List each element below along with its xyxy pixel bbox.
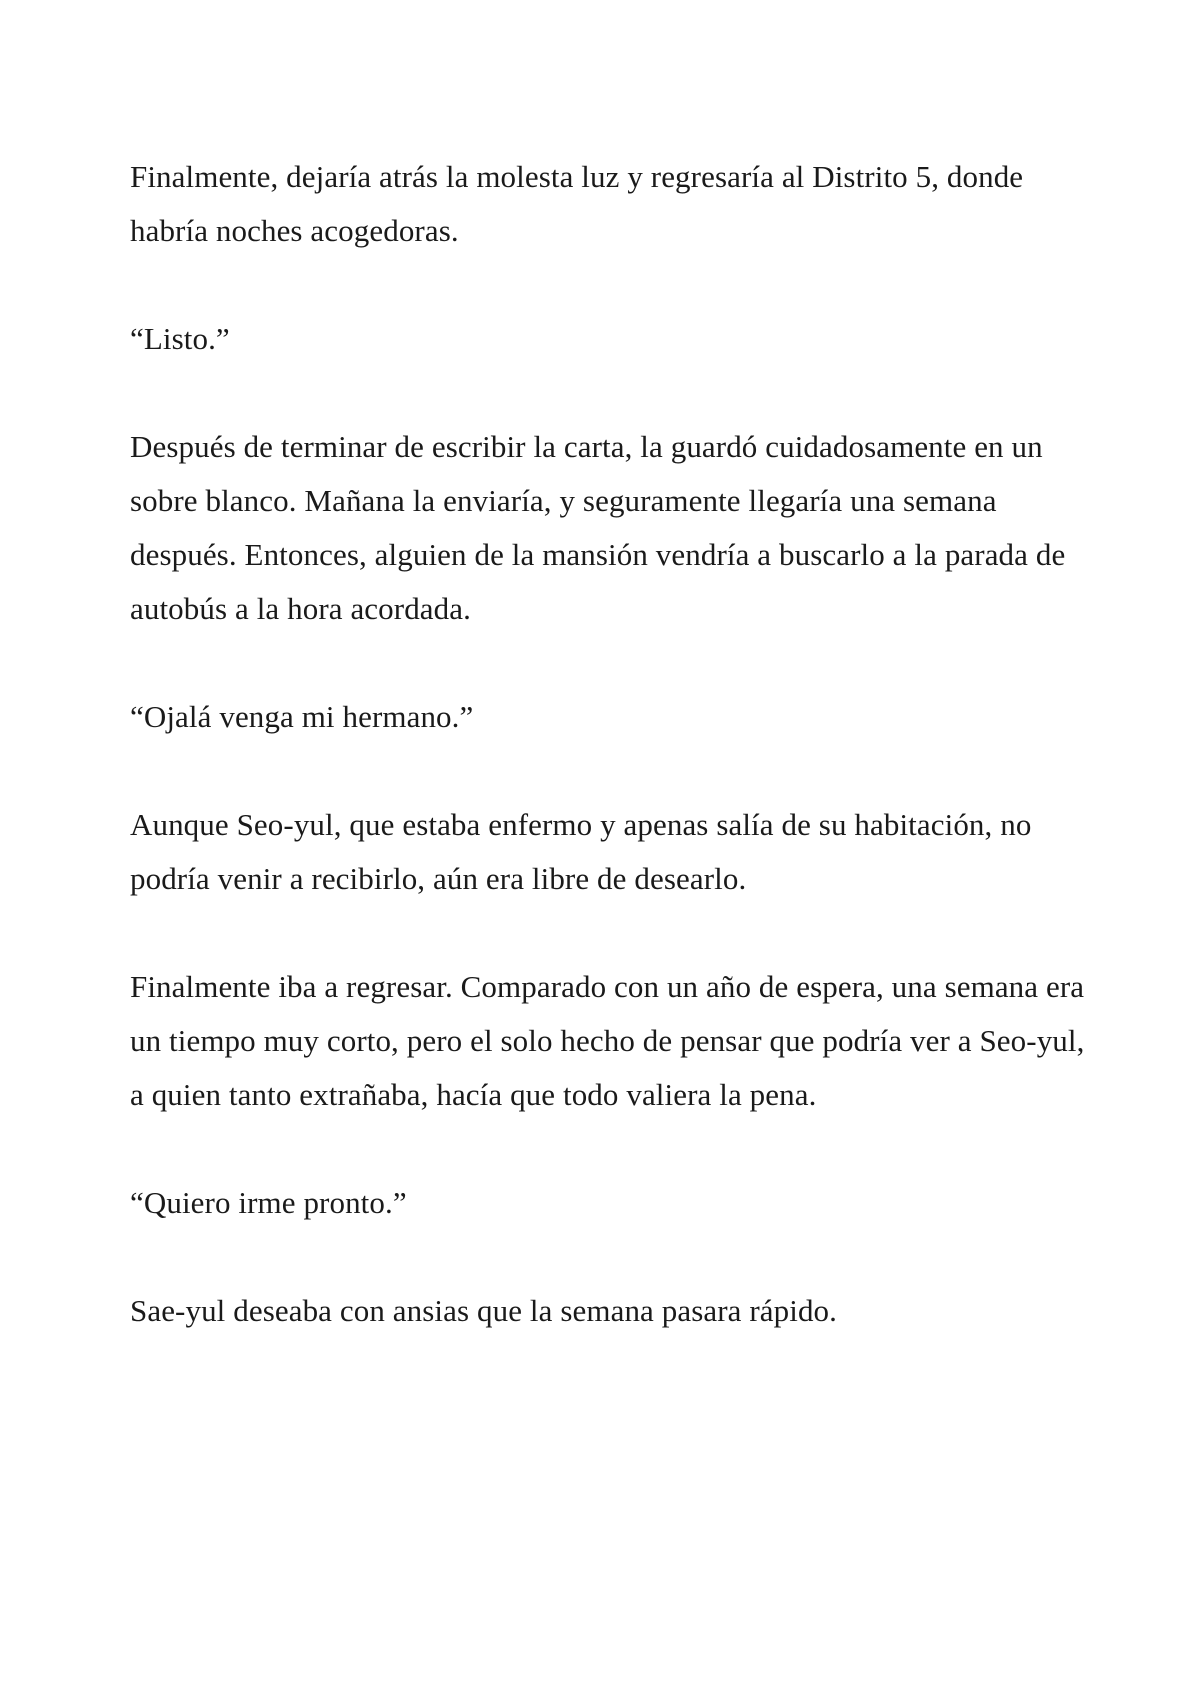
paragraph-narration: Finalmente iba a regresar. Comparado con un año de espera, una semana era un tiempo muy corto, pero el solo hecho de pensar que podría ver a Seo-yul, a quien tanto extrañaba, hacía que todo valiera la pena. (130, 969, 1085, 1112)
paragraph-dialogue: “Quiero irme pronto.” (130, 1185, 407, 1220)
paragraph-narration: Aunque Seo-yul, que estaba enfermo y apenas salía de su habitación, no podría venir a recibirlo, aún era libre de desearlo. (130, 807, 1032, 896)
document-body (130, 150, 1090, 1338)
paragraph-narration: Sae-yul deseaba con ansias que la semana pasara rápido. (130, 1293, 838, 1328)
paragraph-dialogue: “Listo.” (130, 321, 230, 356)
paragraph-narration: Finalmente, dejaría atrás la molesta luz y regresaría al Distrito 5, donde habría noches acogedoras. (130, 159, 1024, 248)
paragraph-narration: Después de terminar de escribir la carta, la guardó cuidadosamente en un sobre blanco. Mañana la enviaría, y seguramente llegaría una semana después. Entonces, alguien de la mansión vendría a buscarlo a la parada de autobús a la hora acordada. (130, 429, 1066, 626)
paragraph-dialogue: “Ojalá venga mi hermano.” (130, 699, 474, 734)
